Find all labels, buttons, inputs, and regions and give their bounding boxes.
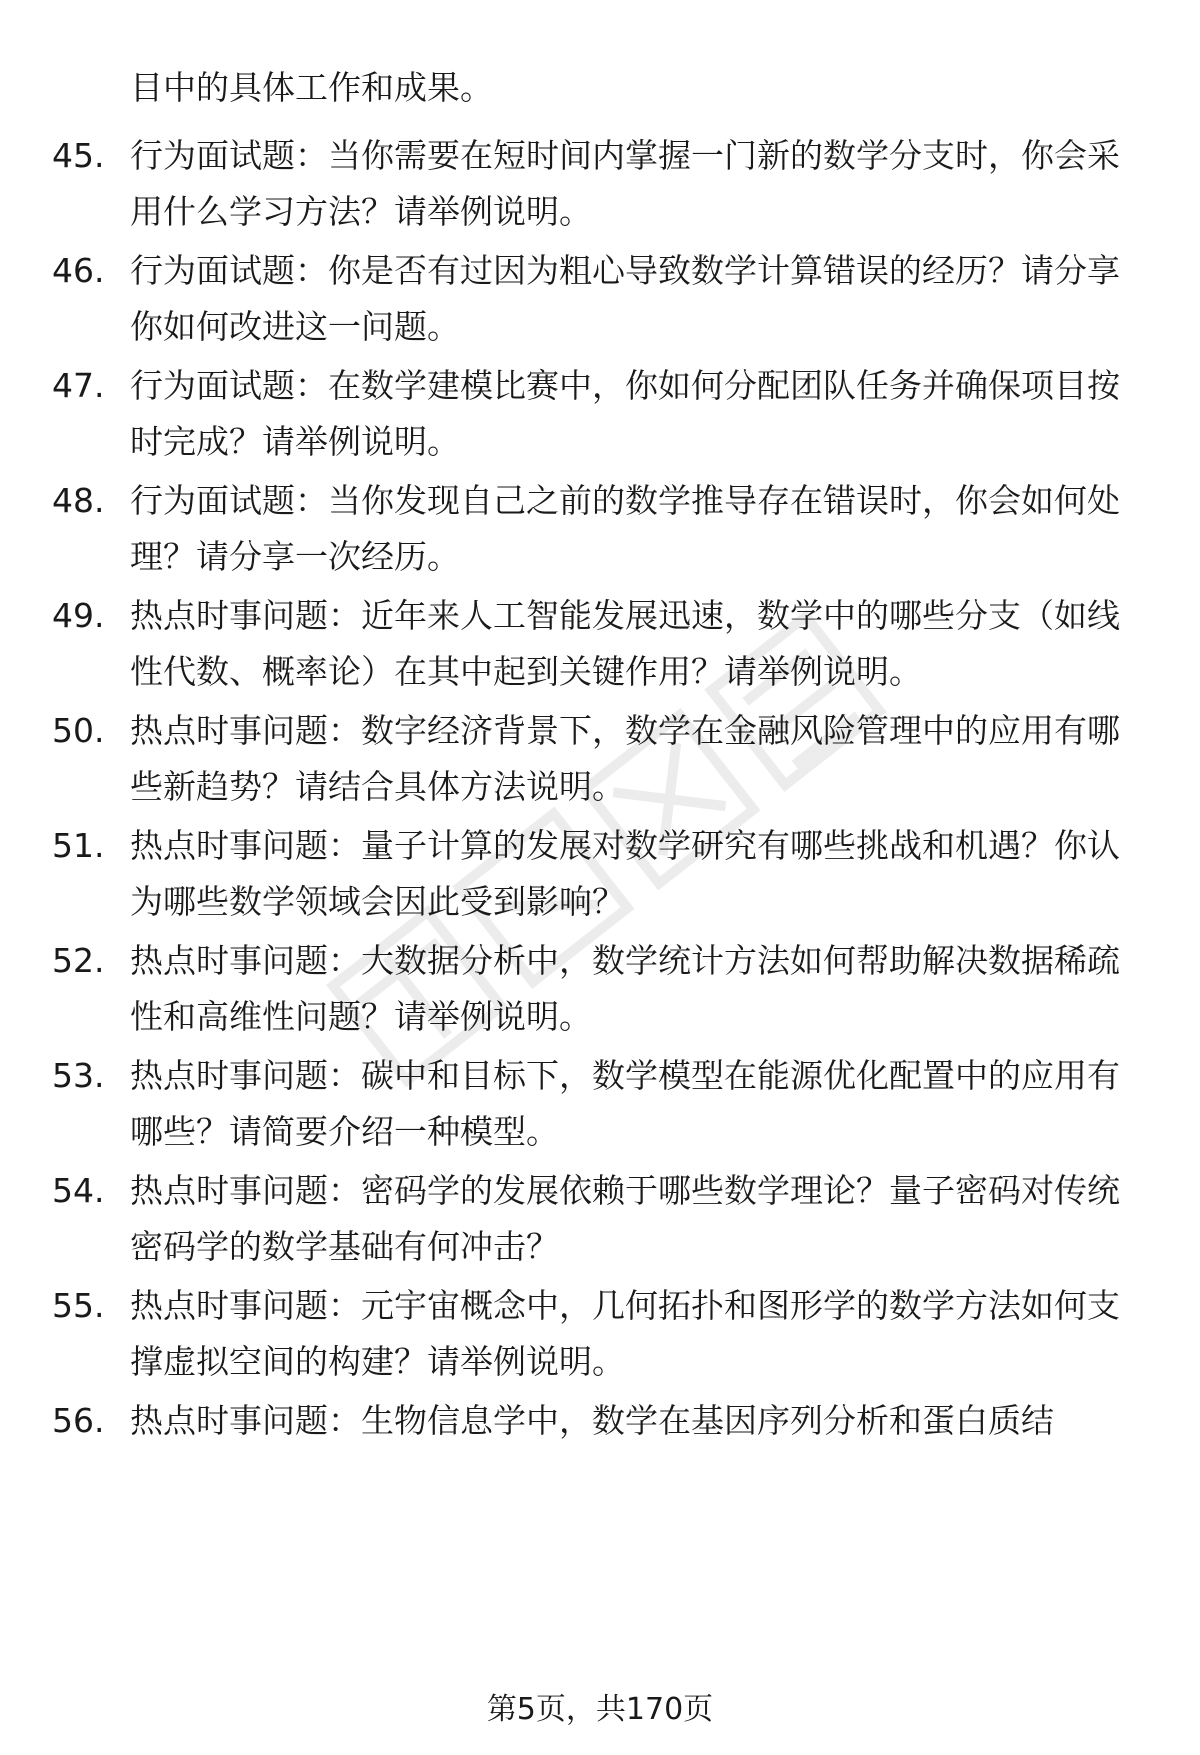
question-53 (52, 1048, 1152, 1160)
question-text: 热点时事问题：量子计算的发展对数学研究有哪些挑战和机遇？你认为哪些数学领域会因此受到影响？ (130, 826, 1120, 921)
question-text: 行为面试题：当你需要在短时间内掌握一门新的数学分支时，你会采用什么学习方法？请举例说明。 (130, 136, 1120, 231)
question-text: 热点时事问题：大数据分析中，数学统计方法如何帮助解决数据稀疏性和高维性问题？请举例说明。 (130, 941, 1120, 1036)
question-number: 45. (52, 136, 105, 175)
question-number: 55. (52, 1286, 105, 1325)
question-number: 53. (52, 1056, 105, 1095)
question-48 (52, 473, 1152, 585)
question-46 (52, 243, 1152, 355)
question-45 (52, 128, 1152, 240)
question-51 (52, 818, 1152, 930)
question-47 (52, 358, 1152, 470)
question-text: 行为面试题：当你发现自己之前的数学推导存在错误时，你会如何处理？请分享一次经历。 (130, 481, 1120, 576)
question-54 (52, 1163, 1152, 1275)
question-50 (52, 703, 1152, 815)
question-52 (52, 933, 1152, 1045)
question-text: 行为面试题：你是否有过因为粗心导致数学计算错误的经历？请分享你如何改进这一问题。 (130, 251, 1120, 346)
question-text: 热点时事问题：生物信息学中，数学在基因序列分析和蛋白质结 (130, 1401, 1054, 1440)
question-text: 热点时事问题：数字经济背景下，数学在金融风险管理中的应用有哪些新趋势？请结合具体方法说明。 (130, 711, 1120, 806)
question-text: 热点时事问题：元宇宙概念中，几何拓扑和图形学的数学方法如何支撑虚拟空间的构建？请举例说明。 (130, 1286, 1120, 1381)
question-text: 热点时事问题：近年来人工智能发展迅速，数学中的哪些分支（如线性代数、概率论）在其中起到关键作用？请举例说明。 (130, 596, 1120, 691)
question-number: 54. (52, 1171, 105, 1210)
page-footer: 第5页，共170页 (486, 1692, 714, 1727)
question-number: 46. (52, 251, 105, 290)
question-55 (52, 1278, 1152, 1390)
question-56 (52, 1393, 1152, 1449)
question-number: 51. (52, 826, 105, 865)
question-text: 热点时事问题：碳中和目标下，数学模型在能源优化配置中的应用有哪些？请简要介绍一种模型。 (130, 1056, 1120, 1151)
question-number: 50. (52, 711, 105, 750)
question-number: 48. (52, 481, 105, 520)
continuation-text: 目中的具体工作和成果。 (130, 68, 493, 107)
question-text: 热点时事问题：密码学的发展依赖于哪些数学理论？量子密码对传统密码学的数学基础有何冲击？ (130, 1171, 1120, 1266)
question-number: 56. (52, 1401, 105, 1440)
question-number: 47. (52, 366, 105, 405)
question-49 (52, 588, 1152, 700)
question-text: 行为面试题：在数学建模比赛中，你如何分配团队任务并确保项目按时完成？请举例说明。 (130, 366, 1120, 461)
question-number: 52. (52, 941, 105, 980)
question-number: 49. (52, 596, 105, 635)
